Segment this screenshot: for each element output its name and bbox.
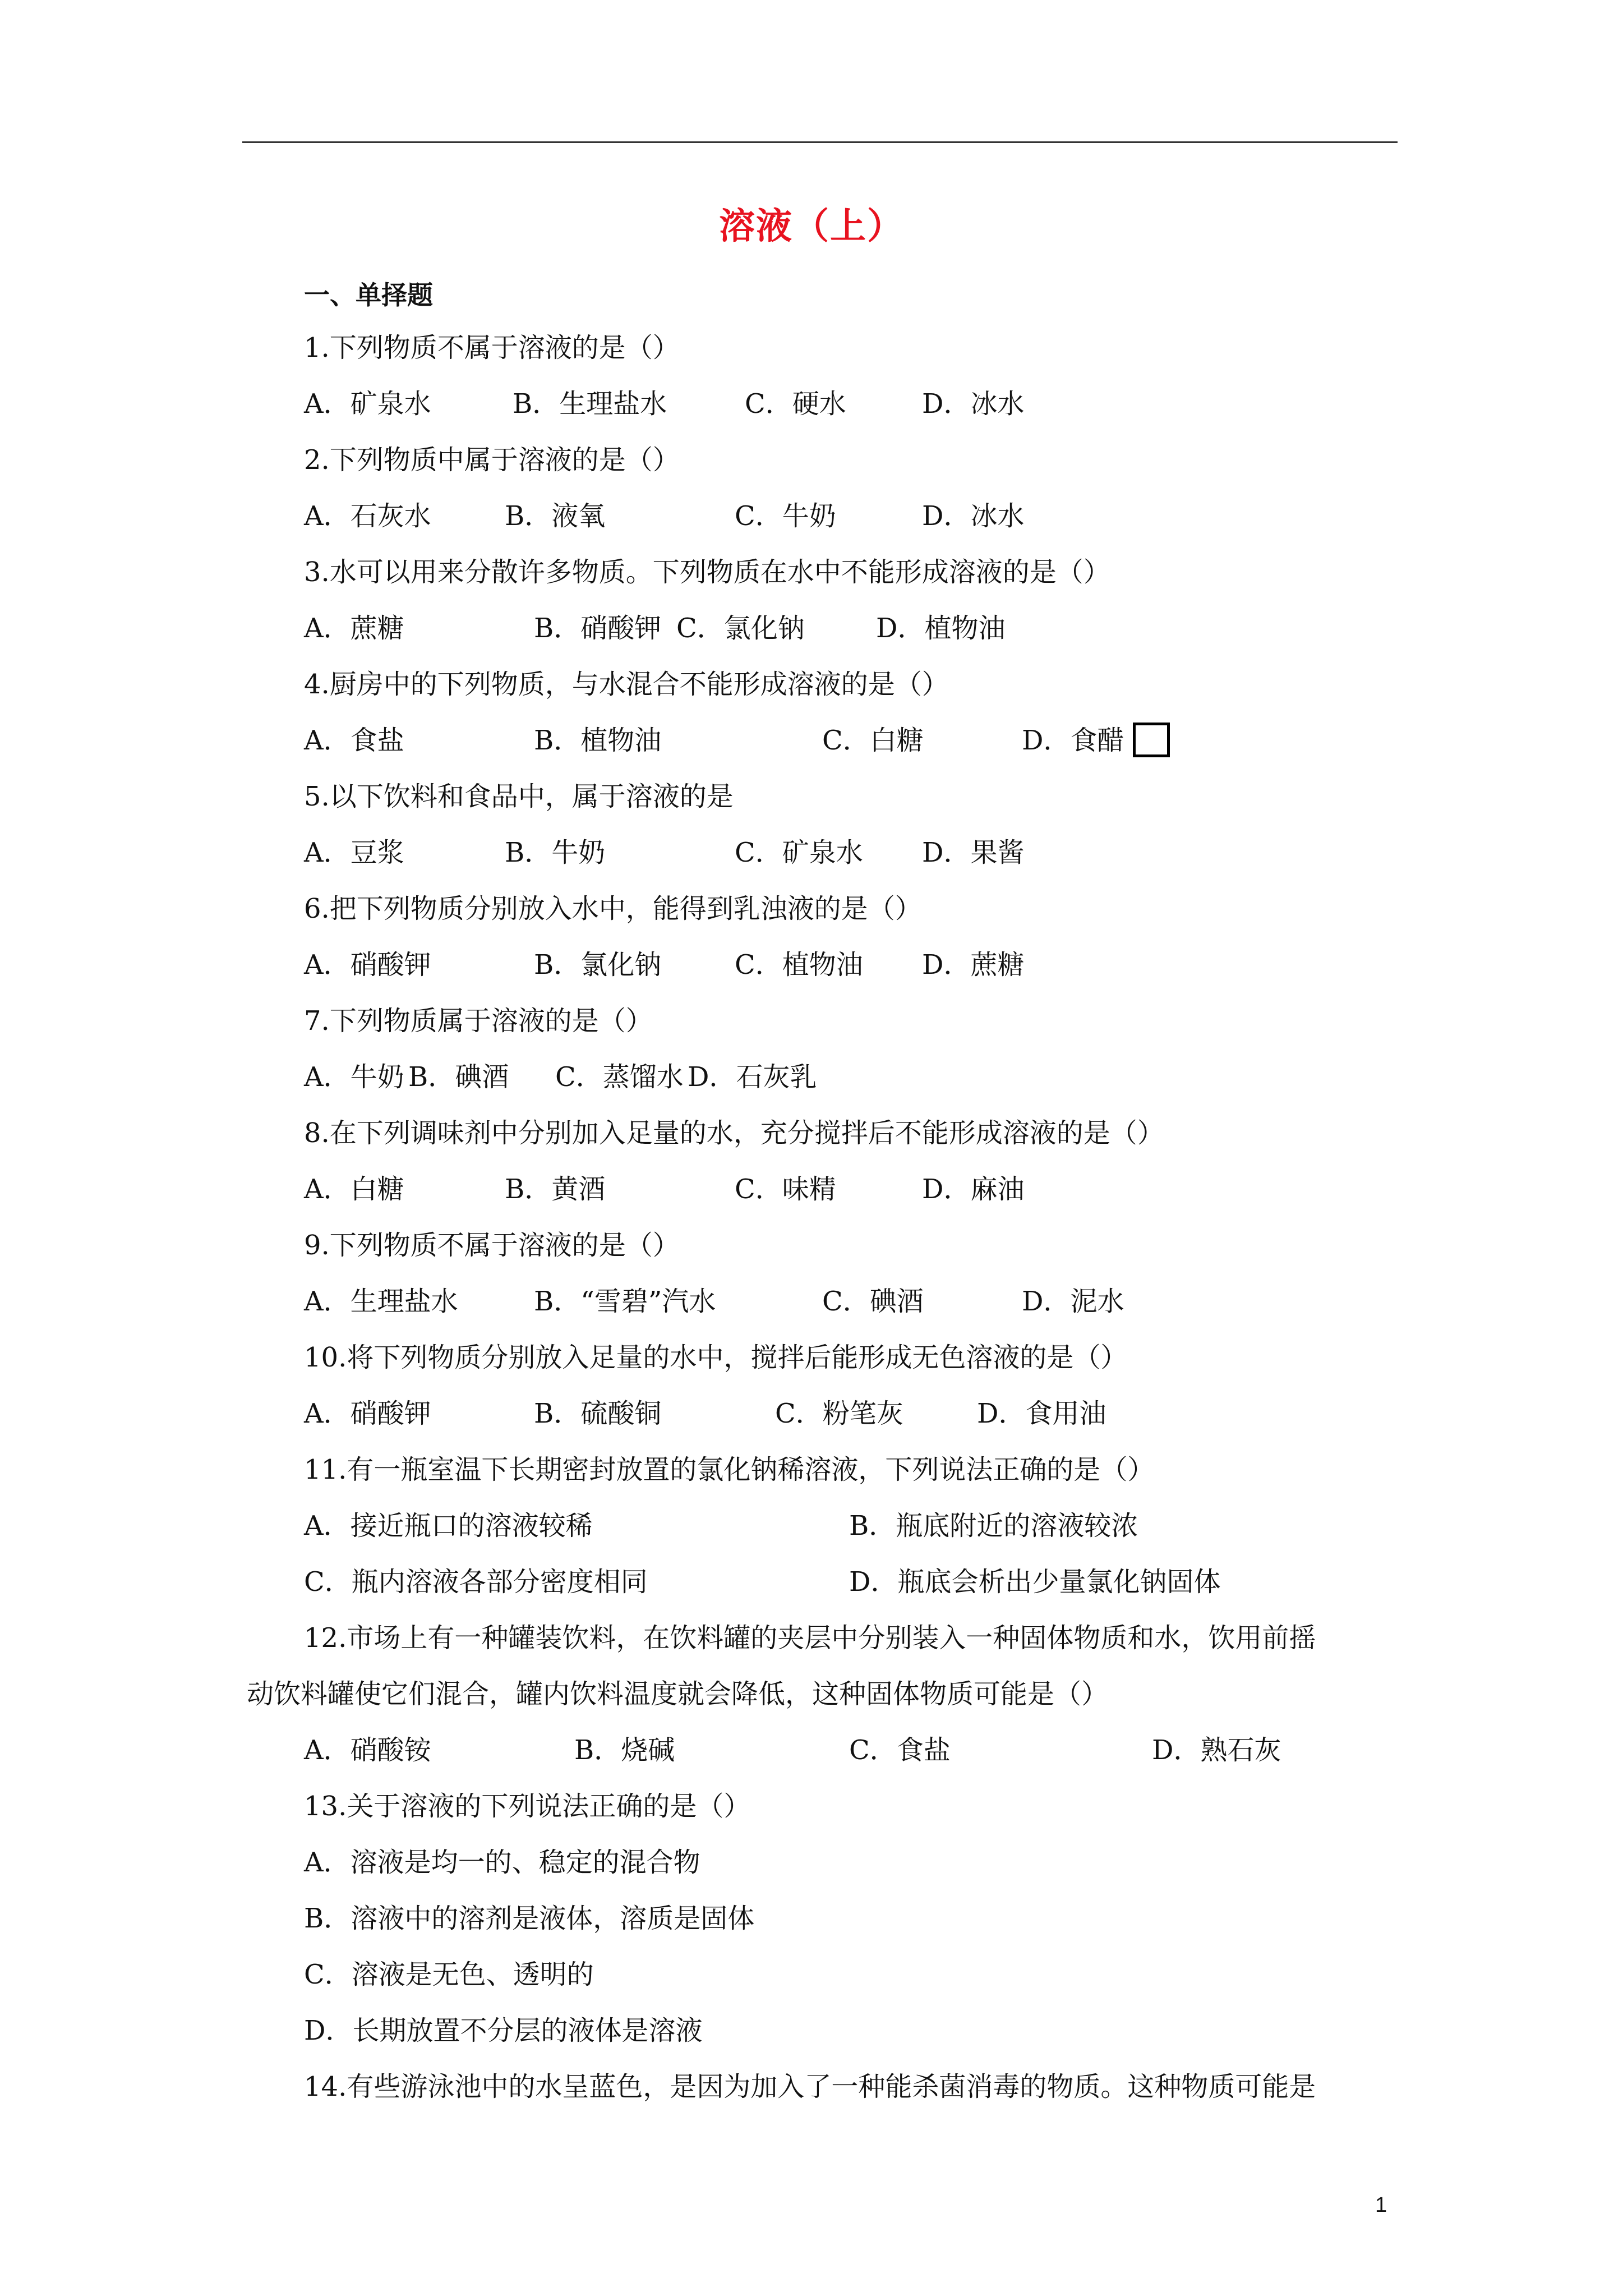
- option: C．碘酒: [822, 1286, 924, 1317]
- option: A．石灰水: [304, 500, 431, 532]
- page-number: 1: [1375, 2193, 1387, 2217]
- option: A．硝酸钾: [304, 1398, 431, 1429]
- question-stem: 4.厨房中的下列物质，与水混合不能形成溶液的是（）: [304, 669, 949, 700]
- option: D．果酱: [922, 837, 1025, 868]
- option: D．蔗糖: [922, 949, 1025, 981]
- option: C．蒸馏水: [555, 1061, 684, 1093]
- option: C．白糖: [822, 725, 924, 756]
- option: B．氯化钠: [534, 949, 662, 981]
- option: B．硝酸钾: [534, 613, 662, 644]
- option: D．石灰乳: [688, 1061, 817, 1093]
- option: C．溶液是无色、透明的: [304, 1959, 594, 1990]
- question-stem: 7.下列物质属于溶液的是（）: [304, 1005, 653, 1037]
- option: A．白糖: [304, 1174, 404, 1205]
- header-rule: [242, 141, 1398, 143]
- option: D．冰水: [922, 500, 1025, 532]
- option: D．泥水: [1022, 1286, 1124, 1317]
- option: D．植物油: [876, 613, 1006, 644]
- option: B．溶液中的溶剂是液体，溶质是固体: [304, 1903, 755, 1934]
- option: B．植物油: [534, 725, 662, 756]
- option: C．味精: [735, 1174, 836, 1205]
- option: C．瓶内溶液各部分密度相同: [304, 1566, 648, 1598]
- option: C．氯化钠: [676, 613, 805, 644]
- page-title: 溶液（上）: [719, 206, 904, 247]
- question-stem: 5.以下饮料和食品中，属于溶液的是: [304, 781, 734, 812]
- empty-box-mark: [1133, 723, 1170, 757]
- option: D．食醋: [1022, 725, 1124, 756]
- question-stem: 8.在下列调味剂中分别加入足量的水，充分搅拌后不能形成溶液的是（）: [304, 1117, 1164, 1149]
- option: C．矿泉水: [735, 837, 863, 868]
- section-heading: 一、单择题: [304, 280, 433, 310]
- option: D．冰水: [922, 388, 1025, 420]
- option: C．牛奶: [735, 500, 836, 532]
- question-stem: 14.有些游泳池中的水呈蓝色，是因为加入了一种能杀菌消毒的物质。这种物质可能是: [304, 2071, 1316, 2102]
- question-stem: 9.下列物质不属于溶液的是（）: [304, 1230, 680, 1261]
- option: B．“雪碧”汽水: [534, 1286, 716, 1317]
- question-stem: 10.将下列物质分别放入足量的水中，搅拌后能形成无色溶液的是（）: [304, 1342, 1128, 1373]
- question-stem: 1.下列物质不属于溶液的是（）: [304, 332, 680, 364]
- option: A．矿泉水: [304, 388, 431, 420]
- option: B．生理盐水: [513, 388, 667, 420]
- question-stem-continued: 动饮料罐使它们混合，罐内饮料温度就会降低，这种固体物质可能是（）: [247, 1678, 1109, 1710]
- option: D．食用油: [977, 1398, 1106, 1429]
- option: C．粉笔灰: [775, 1398, 903, 1429]
- option: C．植物油: [735, 949, 863, 981]
- option: B．烧碱: [574, 1734, 675, 1766]
- option: C．食盐: [849, 1734, 951, 1766]
- option: D．熟石灰: [1152, 1734, 1281, 1766]
- option: A．溶液是均一的、稳定的混合物: [304, 1847, 700, 1878]
- option: B．液氧: [505, 500, 606, 532]
- option: B．牛奶: [505, 837, 606, 868]
- option: A．蔗糖: [304, 613, 404, 644]
- option: B．瓶底附近的溶液较浓: [849, 1510, 1138, 1542]
- question-stem: 13.关于溶液的下列说法正确的是（）: [304, 1791, 751, 1822]
- question-stem: 11.有一瓶室温下长期密封放置的氯化钠稀溶液，下列说法正确的是（）: [304, 1454, 1155, 1485]
- option: D．长期放置不分层的液体是溶液: [304, 2015, 703, 2046]
- question-stem: 3.水可以用来分散许多物质。下列物质在水中不能形成溶液的是（）: [304, 556, 1110, 588]
- option: C．硬水: [745, 388, 846, 420]
- option: A．硝酸钾: [304, 949, 431, 981]
- option: D．瓶底会析出少量氯化钠固体: [849, 1566, 1221, 1598]
- option: A．豆浆: [304, 837, 404, 868]
- question-stem: 6.把下列物质分别放入水中，能得到乳浊液的是（）: [304, 893, 922, 924]
- option: A．硝酸铵: [304, 1734, 431, 1766]
- option: A．生理盐水: [304, 1286, 458, 1317]
- option: B．硫酸铜: [534, 1398, 662, 1429]
- option: A．牛奶: [304, 1061, 404, 1093]
- question-stem: 12.市场上有一种罐装饮料，在饮料罐的夹层中分别装入一种固体物质和水，饮用前摇: [304, 1622, 1316, 1654]
- option: A．接近瓶口的溶液较稀: [304, 1510, 593, 1542]
- question-stem: 2.下列物质中属于溶液的是（）: [304, 444, 680, 476]
- option: B．黄酒: [505, 1174, 606, 1205]
- option: D．麻油: [922, 1174, 1025, 1205]
- option: A．食盐: [304, 725, 404, 756]
- option: B．碘酒: [408, 1061, 509, 1093]
